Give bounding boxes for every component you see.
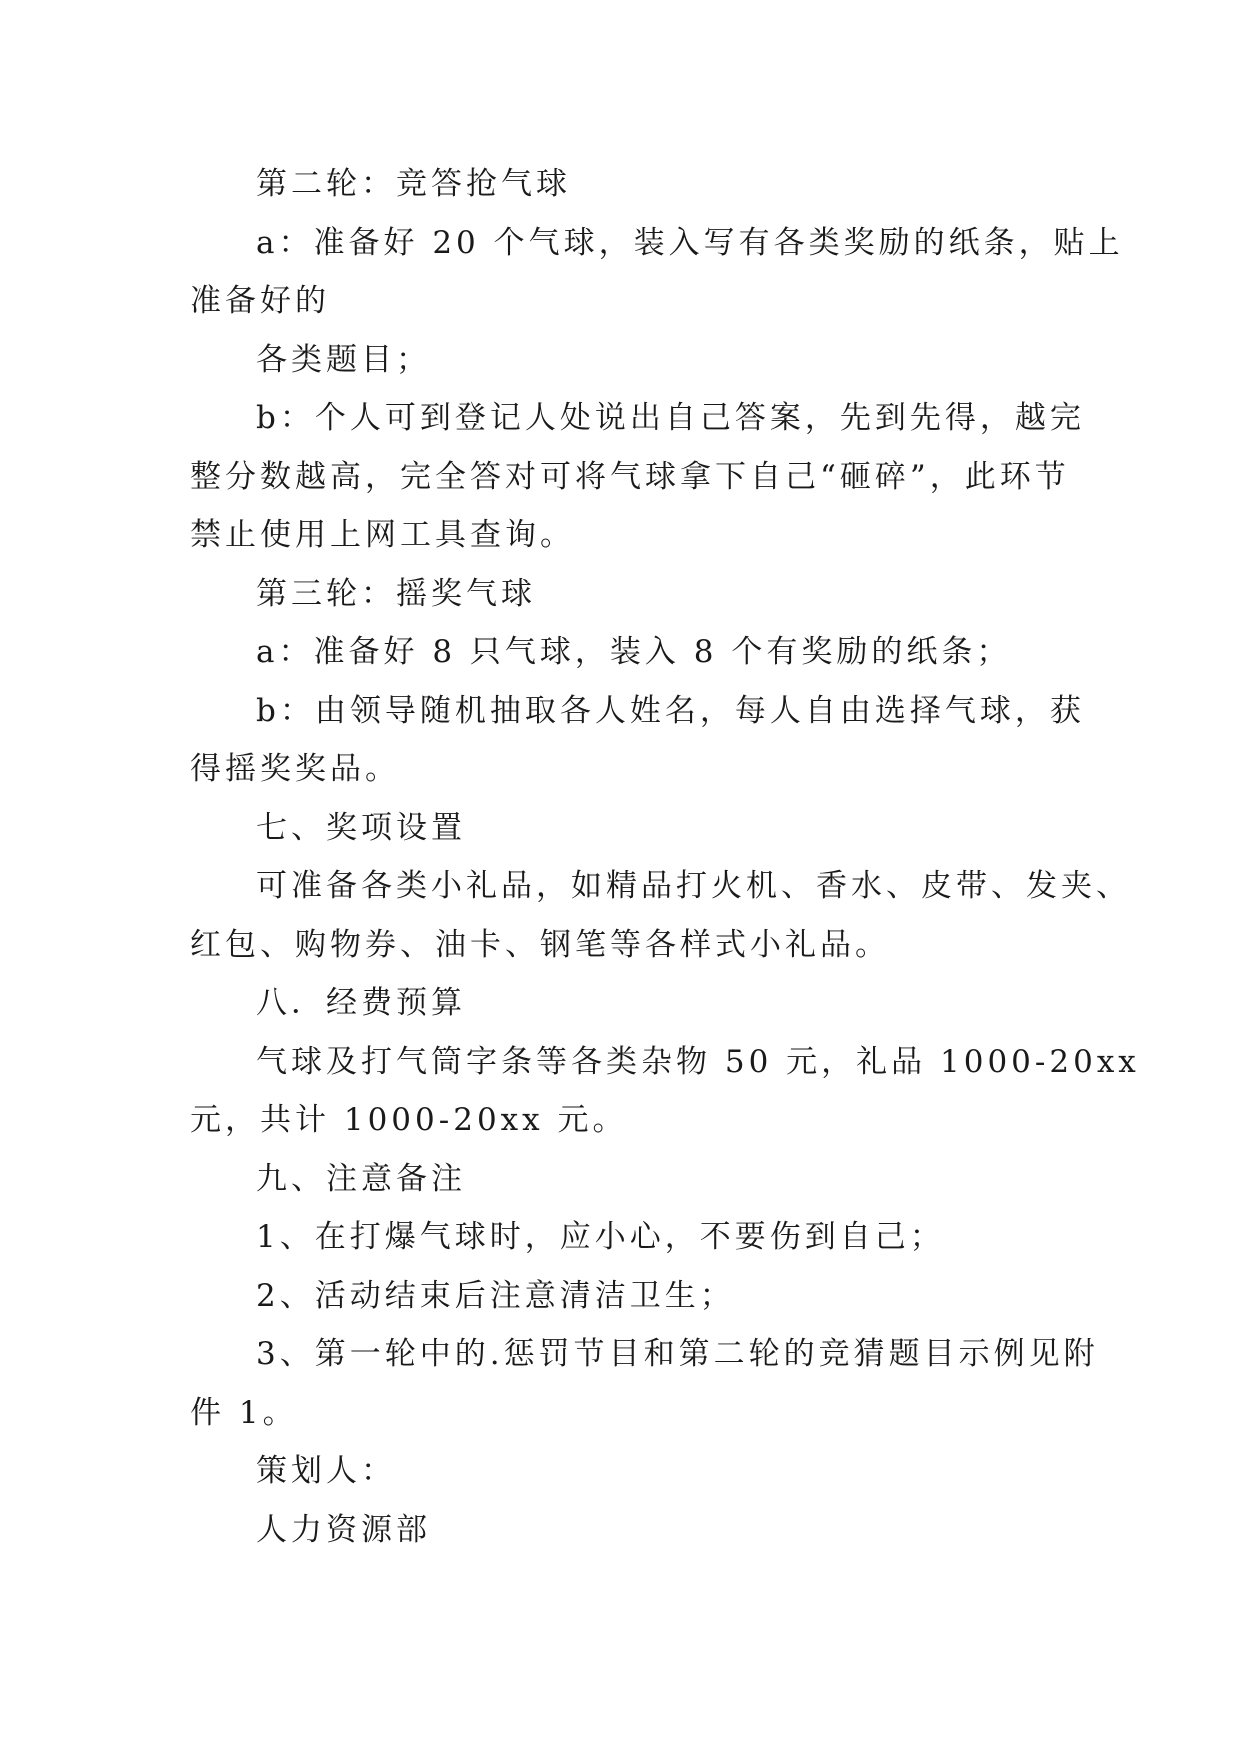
text-line: 第三轮：摇奖气球 [256,575,536,612]
text-line: 2、活动结束后注意清洁卫生； [256,1277,735,1314]
text-line: 3、第一轮中的.惩罚节目和第二轮的竞猜题目示例见附 [256,1336,1099,1372]
text-line: 七、奖项设置 [256,809,466,846]
text-line: a：准备好 20 个气球，装入写有各类奖励的纸条，贴上 [256,224,1124,261]
document-body [190,155,1140,1559]
text-line: b：个人可到登记人处说出自己答案，先到先得，越完 [256,400,1085,436]
text-line: 可准备各类小礼品，如精品打火机、香水、皮带、发夹、 [256,868,1131,904]
text-line: 红包、购物券、油卡、钢笔等各样式小礼品。 [190,926,890,963]
text-line: 件 1。 [190,1394,298,1431]
text-line: 整分数越高，完全答对可将气球拿下自己“砸碎”，此环节 [190,458,1070,495]
text-line: 气球及打气筒字条等各类杂物 50 元，礼品 1000-20xx [256,1043,1140,1080]
text-line: 各类题目； [256,341,431,378]
text-line: 1、在打爆气球时，应小心，不要伤到自己； [256,1219,945,1255]
text-line: b：由领导随机抽取各人姓名，每人自由选择气球，获 [256,692,1085,729]
text-line: a：准备好 8 只气球，装入 8 个有奖励的纸条； [256,634,1012,670]
text-line: 八．经费预算 [256,985,466,1021]
text-line: 第二轮：竞答抢气球 [256,166,571,202]
text-line: 禁止使用上网工具查询。 [190,517,575,553]
text-line: 人力资源部 [256,1511,431,1548]
text-line: 得摇奖奖品。 [190,751,400,787]
text-line: 准备好的 [190,283,330,319]
text-line: 策划人： [256,1453,396,1489]
text-line: 九、注意备注 [256,1160,466,1197]
text-line: 元，共计 1000-20xx 元。 [190,1102,628,1138]
